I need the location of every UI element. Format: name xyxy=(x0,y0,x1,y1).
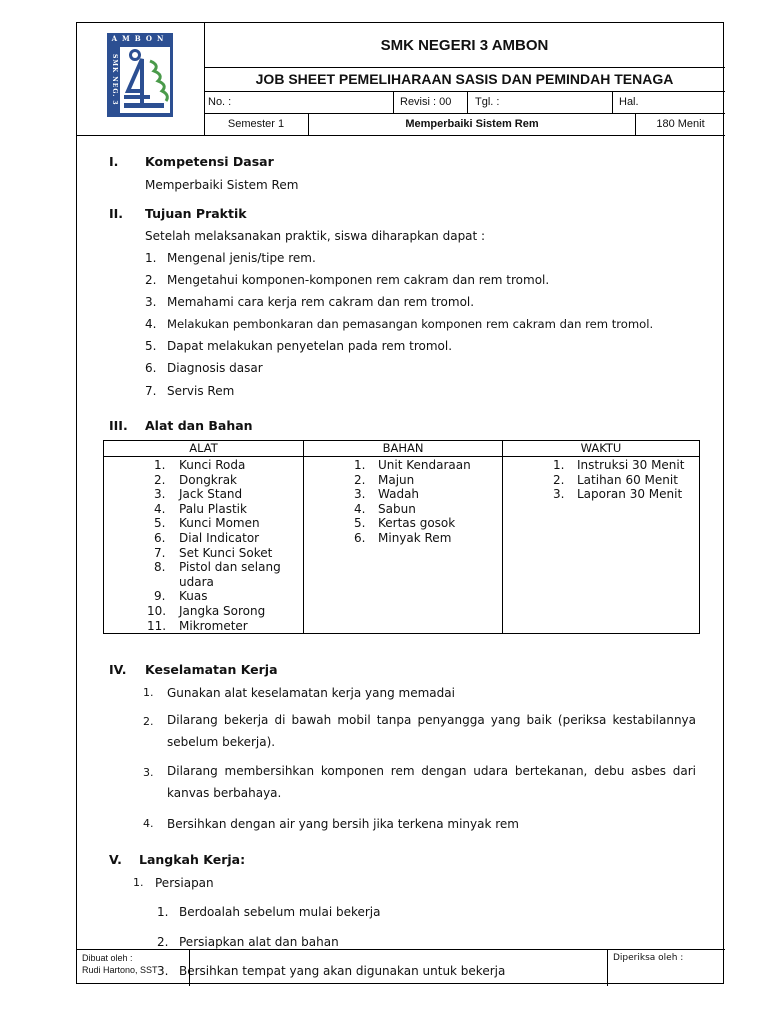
job-sheet-title: JOB SHEET PEMELIHARAAN SASIS DAN PEMINDAH TENAGA xyxy=(204,67,725,92)
list-number: 4. xyxy=(354,501,366,516)
school-logo xyxy=(107,33,173,117)
list-number: 6. xyxy=(354,531,366,545)
hal-field: Hal. xyxy=(612,91,725,113)
list-item: Servis Rem xyxy=(167,384,235,398)
list-number: 2. xyxy=(154,472,166,487)
section-1-text: Memperbaiki Sistem Rem xyxy=(145,178,299,192)
tgl-field: Tgl. : xyxy=(467,91,612,113)
list-number: 2. xyxy=(354,472,366,487)
section-4-title: Keselamatan Kerja xyxy=(145,662,278,677)
list-number: 1. xyxy=(133,876,144,889)
list-item: Bersihkan tempat yang akan digunakan untuk bekerja xyxy=(179,964,506,978)
list-number: 4. xyxy=(143,817,154,830)
list-item: Dilarang membersihkan komponen rem dengan udara bertekanan, debu asbes dari kanvas berbahaya. xyxy=(167,764,696,800)
bahan-column xyxy=(303,441,502,633)
list-number: 2. xyxy=(553,472,565,487)
list-number: 2. xyxy=(145,273,157,287)
list-number: 4. xyxy=(154,501,166,516)
table-row: Laporan 30 Menit xyxy=(577,487,683,502)
list-number: 5. xyxy=(145,339,157,353)
no-field: No. : xyxy=(208,96,232,108)
list-number: 3. xyxy=(553,487,565,502)
list-number: 1. xyxy=(354,458,366,472)
list-item: Diagnosis dasar xyxy=(167,361,263,375)
semester-field: Semester 1 xyxy=(227,118,285,130)
tools-materials-table xyxy=(103,440,700,634)
info-row xyxy=(204,91,725,114)
table-row: Minyak Rem xyxy=(378,531,452,545)
waktu-column xyxy=(502,441,699,633)
list-number: 7. xyxy=(154,545,166,560)
section-5-number: V. xyxy=(109,852,122,867)
header-table xyxy=(77,23,725,136)
list-item: Mengenal jenis/tipe rem. xyxy=(167,251,316,265)
section-5-title: Langkah Kerja: xyxy=(139,852,246,867)
logo-emblem-icon xyxy=(120,47,170,113)
list-number: 9. xyxy=(154,589,166,604)
list-number: 3. xyxy=(354,487,366,502)
signature-footer xyxy=(77,949,725,986)
checked-by-label: Diperiksa oleh : xyxy=(613,953,684,963)
list-number: 10. xyxy=(147,604,167,618)
table-row: Mikrometer xyxy=(179,618,248,633)
revisi-field: Revisi : 00 xyxy=(393,91,467,113)
semester-row xyxy=(204,113,725,135)
list-number: 3. xyxy=(145,295,157,309)
made-by-name: Rudi Hartono, SST xyxy=(82,965,158,975)
list-number: 3. xyxy=(157,964,169,978)
table-row: Jangka Sorong xyxy=(179,604,266,618)
section-3-title: Alat dan Bahan xyxy=(145,418,253,433)
section-2-number: II. xyxy=(109,206,124,221)
list-number: 5. xyxy=(154,516,166,531)
table-row: Kunci Momen xyxy=(179,516,260,531)
list-number: 5. xyxy=(354,516,366,531)
list-item: Bersihkan dengan air yang bersih jika terkena minyak rem xyxy=(167,817,519,831)
table-row: Kertas gosok xyxy=(378,516,456,531)
table-row: Instruksi 30 Menit xyxy=(577,458,685,472)
step-heading: Persiapan xyxy=(155,876,214,890)
list-number: 1. xyxy=(154,458,166,472)
list-item: Dilarang bekerja di bawah mobil tanpa penyangga yang baik (periksa kestabilannya sebelum bekerja). xyxy=(167,713,696,749)
section-3-number: III. xyxy=(109,418,128,433)
school-name: SMK NEGERI 3 AMBON xyxy=(204,23,725,68)
table-row: Pistol dan selang udara xyxy=(179,560,281,589)
table-row: Dial Indicator xyxy=(179,531,260,545)
list-number: 1. xyxy=(157,905,169,919)
made-by-label: Dibuat oleh : xyxy=(82,953,133,963)
list-number: 3. xyxy=(143,766,154,779)
alat-column xyxy=(104,441,303,633)
table-row: Kuas xyxy=(179,589,208,604)
table-row: Wadah xyxy=(378,487,420,502)
list-item: Gunakan alat keselamatan kerja yang memadai xyxy=(167,686,455,700)
table-row: Set Kunci Soket xyxy=(179,545,273,560)
topic-field: Memperbaiki Sistem Rem xyxy=(308,113,635,135)
table-header-bahan: BAHAN xyxy=(382,441,424,455)
table-header-alat: ALAT xyxy=(189,441,218,455)
logo-top-text: AMBON xyxy=(111,34,169,43)
list-number: 7. xyxy=(145,384,157,398)
section-4-number: IV. xyxy=(109,662,127,677)
checked-by-cell xyxy=(607,950,725,986)
list-number: 6. xyxy=(145,361,157,375)
table-row: Jack Stand xyxy=(179,487,243,502)
section-1-number: I. xyxy=(109,154,119,169)
table-row: Dongkrak xyxy=(179,472,237,487)
logo-cell xyxy=(77,23,205,135)
list-number: 6. xyxy=(154,531,166,545)
list-item: Persiapkan alat dan bahan xyxy=(179,935,339,949)
section-2-title: Tujuan Praktik xyxy=(145,206,247,221)
table-row: Sabun xyxy=(378,501,416,516)
list-number: 1. xyxy=(143,686,154,699)
list-number: 1. xyxy=(145,251,157,265)
list-item: Berdoalah sebelum mulai bekerja xyxy=(179,905,381,919)
list-item: Mengetahui komponen-komponen rem cakram dan rem tromol. xyxy=(167,273,550,287)
table-row: Majun xyxy=(378,472,415,487)
list-number: 2. xyxy=(143,715,154,728)
logo-side-text: SMK NEG. 3 xyxy=(111,54,118,106)
list-item: Memahami cara kerja rem cakram dan rem tromol. xyxy=(167,295,475,309)
table-header-waktu: WAKTU xyxy=(580,441,622,455)
list-number: 8. xyxy=(154,560,166,575)
list-number: 11. xyxy=(147,618,167,633)
job-sheet-page xyxy=(76,22,724,984)
section-2-intro: Setelah melaksanakan praktik, siswa diharapkan dapat : xyxy=(145,229,486,243)
table-row: Kunci Roda xyxy=(179,458,246,472)
list-item: Melakukan pembonkaran dan pemasangan komponen rem cakram dan rem tromol. xyxy=(167,317,654,331)
list-number: 1. xyxy=(553,458,565,472)
table-row: Palu Plastik xyxy=(179,501,247,516)
list-number: 4. xyxy=(145,317,157,331)
made-by-cell xyxy=(77,950,190,986)
list-number: 2. xyxy=(157,935,169,949)
duration-field: 180 Menit xyxy=(635,113,725,135)
list-item: Dapat melakukan penyetelan pada rem tromol. xyxy=(167,339,453,353)
table-row: Unit Kendaraan xyxy=(378,458,471,472)
section-1-title: Kompetensi Dasar xyxy=(145,154,274,169)
list-number: 3. xyxy=(154,487,166,502)
table-row: Latihan 60 Menit xyxy=(577,472,678,487)
